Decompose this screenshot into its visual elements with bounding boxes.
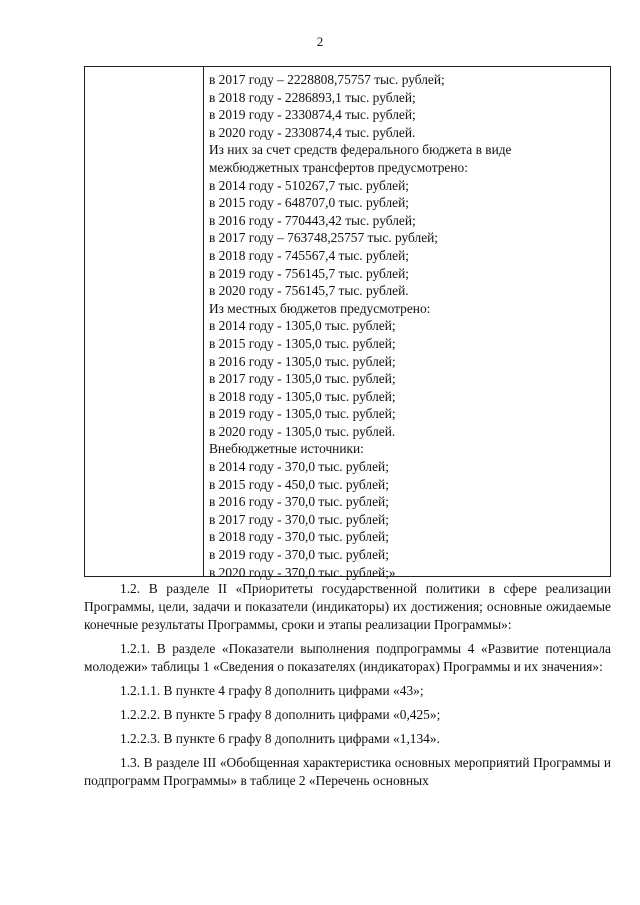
table-line: в 2018 году - 745567,4 тыс. рублей; xyxy=(209,247,410,263)
table-column-divider xyxy=(203,67,204,576)
table-line: в 2020 году - 756145,7 тыс. рублей. xyxy=(209,283,409,299)
table-line: в 2020 году - 2330874,4 тыс. рублей. xyxy=(209,124,416,140)
table-line: в 2019 году - 370,0 тыс. рублей; xyxy=(209,547,389,563)
table-line: в 2016 году - 770443,42 тыс. рублей; xyxy=(209,212,416,228)
table-line: в 2016 году - 370,0 тыс. рублей; xyxy=(209,494,389,510)
table-line: Внебюджетные источники: xyxy=(209,441,364,457)
table-line: в 2014 году - 510267,7 тыс. рублей; xyxy=(209,177,410,193)
table-line: в 2016 году - 1305,0 тыс. рублей; xyxy=(209,353,396,369)
table-line: в 2017 году - 370,0 тыс. рублей; xyxy=(209,511,389,527)
table-line: в 2015 году - 648707,0 тыс. рублей; xyxy=(209,195,410,211)
paragraph: 1.2.1.1. В пункте 4 графу 8 дополнить цифрами «43»; xyxy=(120,683,424,698)
document-body xyxy=(84,580,611,790)
table-line: в 2015 году - 450,0 тыс. рублей; xyxy=(209,476,389,492)
table-line: в 2018 году - 370,0 тыс. рублей; xyxy=(209,529,389,545)
table-line: в 2014 году - 1305,0 тыс. рублей; xyxy=(209,318,396,334)
table-line: в 2019 году - 2330874,4 тыс. рублей; xyxy=(209,107,416,123)
table-line: в 2017 году – 2228808,75757 тыс. рублей; xyxy=(209,72,445,87)
table-line: в 2018 году - 1305,0 тыс. рублей; xyxy=(209,388,396,404)
table-line: в 2019 году - 1305,0 тыс. рублей; xyxy=(209,406,396,422)
paragraph: 1.2.2.3. В пункте 6 графу 8 дополнить цифрами «1,134». xyxy=(120,731,440,746)
table-line: в 2017 году - 1305,0 тыс. рублей; xyxy=(209,371,396,387)
table-line: в 2020 году - 1305,0 тыс. рублей. xyxy=(209,423,396,439)
table-cell-funding xyxy=(209,71,604,581)
funding-table xyxy=(84,66,611,580)
table-line: в 2018 году - 2286893,1 тыс. рублей; xyxy=(209,89,416,105)
table-line: в 2015 году - 1305,0 тыс. рублей; xyxy=(209,335,396,351)
page-number: 2 xyxy=(316,34,324,49)
paragraph: 1.3. В разделе III «Обобщенная характеристика основных мероприятий Программы и подпрограмм Программы» в таблице 2 «Перечень основных xyxy=(84,755,611,788)
table-line: в 2014 году - 370,0 тыс. рублей; xyxy=(209,459,389,475)
table-line: Из них за счет средств федерального бюджета в виде xyxy=(209,142,512,158)
paragraph: 1.2.2.2. В пункте 5 графу 8 дополнить цифрами «0,425»; xyxy=(120,707,441,722)
table-line: Из местных бюджетов предусмотрено: xyxy=(209,300,431,316)
paragraph: 1.2. В разделе II «Приоритеты государственной политики в сфере реализации Программы, цели, задачи и показатели (индикаторы) их достижения; основные ожидаемые конечные результаты Программы, сроки и этапы реализации Программы»: xyxy=(84,581,611,632)
table-line: в 2017 году – 763748,25757 тыс. рублей; xyxy=(209,230,439,246)
table-line: межбюджетных трансфертов предусмотрено: xyxy=(209,159,468,175)
table-line: в 2020 году - 370,0 тыс. рублей;» xyxy=(209,564,396,580)
table-line: в 2019 году - 756145,7 тыс. рублей; xyxy=(209,265,410,281)
paragraph: 1.2.1. В разделе «Показатели выполнения подпрограммы 4 «Развитие потенциала молодежи» таблицы 1 «Сведения о показателях (индикаторах) Программы и их значения»: xyxy=(84,641,611,674)
